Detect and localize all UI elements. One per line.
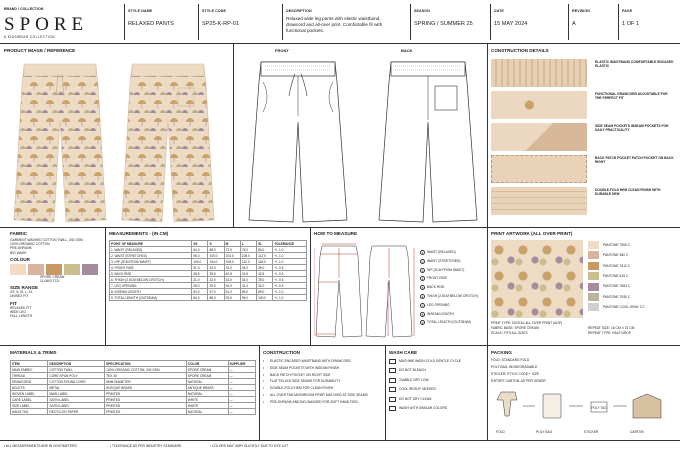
packing-step-label: STICKER [584,430,599,434]
table-cell: METAL [48,385,105,391]
table-cell: MAIN LABEL [48,391,105,397]
bullet-icon: • [263,359,265,363]
packing-step-label: FOLD [496,430,505,434]
swatch-name: PANTONE 7506 C [603,242,631,247]
list-item [263,400,383,404]
swatch-chip [588,303,599,311]
packing-line: FOLD: STANDARD FOLD [491,358,530,362]
how-to-measure-diagram [314,240,418,342]
table-cell: 72.0 [224,247,240,253]
item-number: 8 [421,312,424,317]
materials-title: MATERIALS & TRIMS [10,350,57,355]
packing-step-label: CARTON [630,430,644,434]
list-item [263,366,383,370]
bullet-icon: • [263,372,265,377]
sticker-text: POLY TAG [591,406,607,410]
table-cell: 84.0 [192,295,208,301]
table-cell: 57.0 [208,289,224,295]
bullet-icon: • [263,379,265,384]
unisex-fit: UNISEX FIT [10,294,29,299]
table-cell: PRINTED [105,391,187,397]
list-item-text: FRONT RISE [427,276,447,281]
table-cell: 6. THIGH (2.5CM BELOW CROTCH) [110,277,192,283]
table-cell: SPORE CREAM [186,367,228,373]
list-item [420,268,486,273]
list-item-text: ELASTIC ENCASED WAISTBAND WITH DRAWCORD [270,359,351,363]
front-title: FRONT [275,48,289,53]
table-cell: COTTON ROUND CORD [48,379,105,385]
packing-title: PACKING [491,350,512,355]
back-title: BACK [401,48,413,53]
fabric-panel [10,231,102,318]
detail-item: SIDE SEAM POCKETS INSEAM POCKETS FOR DAILY PRACTICALITY [491,122,677,154]
table-cell: TEX 30 [105,373,187,379]
list-item [420,259,486,264]
table-cell: +/- 1.0 [273,259,307,265]
table-cell: 104.0 [224,253,240,259]
table-header-row: POINT OF MEASURE XS S M L XL TOLERANCE [110,241,307,247]
fit-line: FULL LENGTH [10,314,33,319]
table-cell: 31.0 [192,265,208,271]
table-cell: 35.0 [257,265,273,271]
item-number: 5 [421,286,424,291]
swatch-name: PANTONE 7663 C [603,284,631,289]
table-cell: 34.0 [240,265,256,271]
table-cell: 68.0 [208,247,224,253]
how-to-measure-list [420,250,486,329]
list-item [420,320,486,325]
table-cell: +/- 1.0 [273,289,307,295]
table-cell: 5MM DIAMETER [105,379,187,385]
care-symbol-icon [389,387,396,392]
swatch-chip [588,272,599,280]
brand-logo: SPORE [4,14,89,35]
table-cell: 92.0 [224,295,240,301]
table-cell: THREAD [11,373,48,379]
brand-label: BRAND / COLLECTION [4,7,44,11]
table-cell: 33.0 [224,265,240,271]
pantone-swatch [588,283,678,291]
wash-care-list [389,359,485,415]
footer-note: • ALL MEASUREMENTS ARE IN CENTIMETERS [4,444,77,448]
list-item [263,359,383,363]
table-cell: +/- 1.0 [273,253,307,259]
description: Relaxed wide leg pants with elastic waistband, drawcord and all-over print. Comfortable fit with functional pockets. [286,16,383,33]
table-cell: 96.0 [240,295,256,301]
list-item [389,406,485,411]
colour-swatch [82,264,98,275]
page-label: PAGE [622,9,633,13]
swatch-chip [588,262,599,270]
flat-sketch-front [243,56,353,226]
bullet-icon: • [263,399,265,404]
table-cell: 112.0 [257,253,273,259]
table-cell: 31.0 [192,277,208,283]
measurements-title: MEASUREMENTS - (IN CM) [109,231,169,236]
list-item-text: FLAT FELLED SIDE SEAMS FOR DURABILITY [270,379,341,384]
list-item [420,303,486,308]
table-cell: 104.0 [208,259,224,265]
packing-steps-icons [491,388,677,428]
season-label: SEASON [414,9,430,13]
table-cell: COTTON TWILL [48,367,105,373]
colour-swatch [64,264,80,275]
table-cell: +/- 0.5 [273,265,307,271]
fit-line: RELAXED FIT [10,305,32,310]
table-cell: 31.0 [240,283,256,289]
table-cell: 88.0 [208,295,224,301]
table-cell: 2. WAIST (STRETCHED) [110,253,192,259]
list-item [263,379,383,383]
table-cell: 39.5 [208,271,224,277]
care-symbol-icon [389,359,396,364]
date-label: DATE [494,9,504,13]
table-cell: SPORE CREAM [186,373,228,379]
table-cell: 100.0 [192,259,208,265]
table-cell: 33.0 [224,277,240,283]
fabric-base: FABRIC BASE: SPORE CREAM [491,326,539,330]
date: 15 MAY 2024 [494,21,528,27]
repeat-size: REPEAT SIZE: 18 CM X 21 CM [588,326,635,330]
detail-item: BACK PATCH POCKET PATCH POCKET ON BACK RIGHT [491,154,677,186]
swatch-chip [588,283,599,291]
size-range-title: SIZE RANGE [10,285,39,291]
poly-bag-icon [543,394,561,418]
fabric-line: GARMENT WASHED COTTON TWILL, 240 GSM [10,238,83,242]
construction-details-list [491,58,677,218]
table-cell: NATURAL [186,409,228,415]
table-cell: +/- 1.0 [273,295,307,301]
table-cell: 112.0 [240,259,256,265]
list-item [263,373,383,377]
table-cell: 9. TOTAL LENGTH (OUTSEAM) [110,295,192,301]
swatch-name: PANTONE 615 C [603,274,629,279]
table-cell: AGLETS [11,385,48,391]
table-cell: — [228,397,255,403]
item-number: 3 [421,268,424,273]
list-item-text: LEG OPENING [427,302,450,307]
list-item-text: MACHINE WASH COLD GENTLE CYCLE [399,359,461,363]
table-cell: MAIN FABRIC [11,367,48,373]
table-cell: HANG TAG [11,409,48,415]
swatch-name: PANTONE 7535 C [603,294,631,299]
list-item-text: TOTAL LENGTH (OUTSEAM) [427,320,471,325]
header [0,0,680,44]
how-to-measure-title: HOW TO MEASURE [314,231,358,236]
footer-note: • TOLERANCE AS PER INDUSTRY STANDARD [110,444,182,448]
pantone-swatch [588,303,678,311]
materials-table [10,360,256,415]
table-cell: 41.5 [240,271,256,277]
table-cell: 38.5 [192,271,208,277]
table-cell: 42.5 [257,271,273,277]
repeat-type: REPEAT TYPE: HALF DROP [588,331,632,335]
item-number: 2 [421,259,424,264]
table-cell: SATIN LABEL [48,403,105,409]
colour-swatch [10,264,26,275]
table-cell: 8. INSEAM LENGTH [110,289,192,295]
table-cell: PRINTED [105,409,187,415]
style-code: SP25-K-RP-01 [202,21,239,27]
product-photo-front [10,60,110,226]
table-cell: 40.5 [224,271,240,277]
table-cell: — [228,391,255,397]
detail-item: ELASTIC WAISTBAND COMFORTABLE ENCASED ELASTIC [491,58,677,90]
table-cell: — [228,403,255,409]
item-number: 4 [421,277,424,282]
table-cell: 5. BACK RISE [110,271,192,277]
packing-step-label: POLY BAG [536,430,553,434]
table-cell: NATURAL [186,379,228,385]
fabric-title: FABRIC [10,231,28,236]
table-cell: 65.0 [240,289,256,295]
table-cell: 53.0 [192,289,208,295]
table-cell: WOVEN LABEL [11,391,48,397]
care-symbol-icon [389,378,396,383]
list-item-text: BACK PATCH POCKET ON RIGHT SIDE [270,372,331,377]
pantone-swatch [588,241,678,249]
swatch-chip [588,293,599,301]
style-code-label: STYLE CODE [202,9,226,13]
wash-care-title: WASH CARE [389,350,418,355]
bullet-icon: • [263,392,265,397]
table-cell: 80.0 [257,247,273,253]
list-item-text: ALL OVER FAN MUSHROOM PRINT MATCHED AT SIDE SEAMS [270,392,368,397]
table-cell: 32.0 [208,277,224,283]
print-artwork-title: PRINT ARTWORK (ALL OVER PRINT) [491,231,573,236]
season: SPRING / SUMMER 25 [414,21,473,27]
fold-icon [497,392,517,416]
list-item-text: INSEAM LENGTH [427,311,454,316]
footer-note: • COLORS MAY VARY SLIGHTLY DUE TO DYE LOT [210,444,289,448]
table-cell: RECYCLED PAPER [48,409,105,415]
table-cell: — [228,379,255,385]
table-cell: CARE LABEL [11,397,48,403]
construction-details-title: CONSTRUCTION DETAILS [491,48,549,53]
construction-list [263,359,383,407]
list-item [263,386,383,390]
list-item [389,397,485,402]
table-cell: 64.0 [192,247,208,253]
table-cell: — [228,385,255,391]
list-item [389,378,485,383]
table-cell: DRAWCORD [11,379,48,385]
list-item-text: DO NOT BLEACH [399,368,426,373]
revision: A [572,21,576,27]
table-cell: ANTIQUE BRASS [186,385,228,391]
table-cell: 96.0 [192,253,208,259]
table-row [11,409,256,415]
table-cell: +/- 0.5 [273,277,307,283]
list-item [420,285,486,290]
print-artwork-sample [491,240,583,318]
table-cell: PRINTED [105,397,187,403]
page-number: 1 OF 1 [622,21,640,27]
table-cell: 3. HIP (3CM FROM WAIST) [110,259,192,265]
swatch-name: PANTONE COOL GRAY 2 C [603,305,645,310]
colour-title: COLOUR [10,256,30,262]
list-item-text: WASH WITH SIMILAR COLORS [399,405,448,410]
colour-swatch [46,264,62,275]
list-item [420,250,486,255]
bullet-icon: • [263,386,265,391]
table-cell: 108.0 [240,253,256,259]
revision-label: REVISION [572,9,590,13]
measurements-table [109,240,307,301]
table-cell: 61.0 [224,289,240,295]
swatch-chip [588,241,599,249]
item-number: 1 [421,251,424,255]
table-cell: — [228,409,255,415]
detail-item: FUNCTIONAL DRAWCORD ADJUSTABLE FOR THE PERFECT FIT [491,90,677,122]
pantone-swatch [588,272,678,280]
table-cell: 69.0 [257,289,273,295]
detail-item: DOUBLE-FOLD HEM CLEAN FINISH WITH DURABLE HEM [491,186,677,218]
table-cell: 7. LEG OPENING [110,283,192,289]
pantone-swatch [588,293,678,301]
table-cell: 100.0 [257,295,273,301]
list-item [420,276,486,281]
list-item-text: DOUBLE-FOLD HEM FOR CLEAN FINISH [270,386,334,391]
product-image-title: PRODUCT IMAGE / REFERENCE [4,48,76,53]
table-cell: 108.0 [224,259,240,265]
list-item-text: SIDE SEAM POCKETS WITH INSEAM FINISH [270,365,340,370]
table-cell: 116.0 [257,259,273,265]
pantone-swatch [588,262,678,270]
style-name: RELAXED PANTS [128,21,174,27]
list-item-text: TUMBLE DRY LOW [399,377,429,382]
list-item-text: THIGH (2.5CM BELOW CROTCH) [427,293,478,298]
list-item [420,312,486,317]
table-row [110,295,307,301]
print-scale: SCALE: FITS ALL SIZES [491,331,528,335]
style-name-label: STYLE NAME [128,9,153,13]
table-cell: WHITE [186,403,228,409]
table-cell: SATIN LABEL [48,397,105,403]
table-cell: 76.0 [240,247,256,253]
fabric-line: 100% ORGANIC COTTON [10,242,50,247]
list-item-text: WAIST (RELAXED) [427,250,456,254]
colour-name: SPORE CREAM [40,274,65,279]
care-symbol-icon [389,397,396,402]
swatch-name: PANTONE 480 C [603,253,629,258]
table-cell: ANTIQUE BRASS [105,385,187,391]
description-label: DESCRIPTION [286,9,312,13]
table-cell: +/- 1.0 [273,247,307,253]
swatch-name: PANTONE 7512 C [603,263,631,268]
list-item [389,387,485,392]
list-item-text: WAIST (STRETCHED) [427,258,461,263]
flat-sketch-back [373,56,483,226]
fit-line: WIDE LEG [10,309,27,314]
carton-icon [633,394,661,418]
print-type: PRINT TYPE: DIGITAL ALL OVER PRINT (AOP) [491,321,563,325]
table-cell: 32.0 [257,283,273,289]
item-number: 9 [421,321,424,326]
packing-line: EXPORT CARTON: AS PER ORDER [491,379,546,383]
item-number: 7 [421,303,424,308]
care-symbol-icon [389,368,396,373]
table-cell: 29.0 [208,283,224,289]
table-cell: — [228,373,255,379]
table-cell: 28.0 [192,283,208,289]
table-cell: WHITE [186,397,228,403]
table-header-row: ITEM DESCRIPTION SPECIFICATION COLOR SUPPLIER [11,361,256,367]
pantone-swatch-list [588,241,678,314]
table-cell: 30.0 [224,283,240,289]
size-range: XS, S, M, L, XL [10,290,33,295]
packing-line: STICKER: STYLE CODE + SIZE [491,372,540,376]
list-item-text: DO NOT DRY CLEAN [399,396,432,401]
product-photo-back [118,60,218,226]
list-item-text: PRE-SHRUNK AND BIO-WASHED FOR SOFT HAND FEEL [270,399,359,404]
table-cell: — [228,367,255,373]
list-item-text: HIP (3CM FROM WAIST) [427,267,465,272]
colour-code: 11-0602 TCX [40,279,60,284]
swatch-chip [588,251,599,259]
table-cell: 4. FRONT RISE [110,265,192,271]
table-cell: +/- 0.5 [273,283,307,289]
list-item [263,393,383,397]
list-item [389,359,485,364]
construction-title: CONSTRUCTION [263,350,301,355]
fit-title: FIT [10,300,17,306]
list-item [420,294,486,299]
table-cell: PRINTED [105,403,187,409]
table-cell: CORE SPUN POLY [48,373,105,379]
list-item-text: BACK RISE [427,285,445,290]
bullet-icon: • [263,365,265,370]
table-cell: 100% ORGANIC COTTON, 240 GSM [105,367,187,373]
fabric-line: PRE-SHRUNK [10,246,32,251]
table-cell: 35.0 [257,277,273,283]
table-cell: NATURAL [186,391,228,397]
care-symbol-icon [389,406,396,411]
colour-swatch [28,264,44,275]
table-cell: +/- 0.5 [273,271,307,277]
list-item [389,368,485,373]
table-cell: SIZE LABEL [11,403,48,409]
table-cell: 32.0 [208,265,224,271]
table-cell: 34.0 [240,277,256,283]
table-cell: 1. WAIST (RELAXED) [110,247,192,253]
fabric-line: BIO WASH [10,250,27,255]
list-item-text: COOL IRON IF NEEDED [399,387,436,392]
item-number: 6 [421,294,424,299]
packing-line: POLY BAG: BIODEGRADABLE [491,365,538,369]
pantone-swatch [588,251,678,259]
brand-tagline: A KIDSWEAR COLLECTION [4,35,55,39]
table-cell: 100.0 [208,253,224,259]
